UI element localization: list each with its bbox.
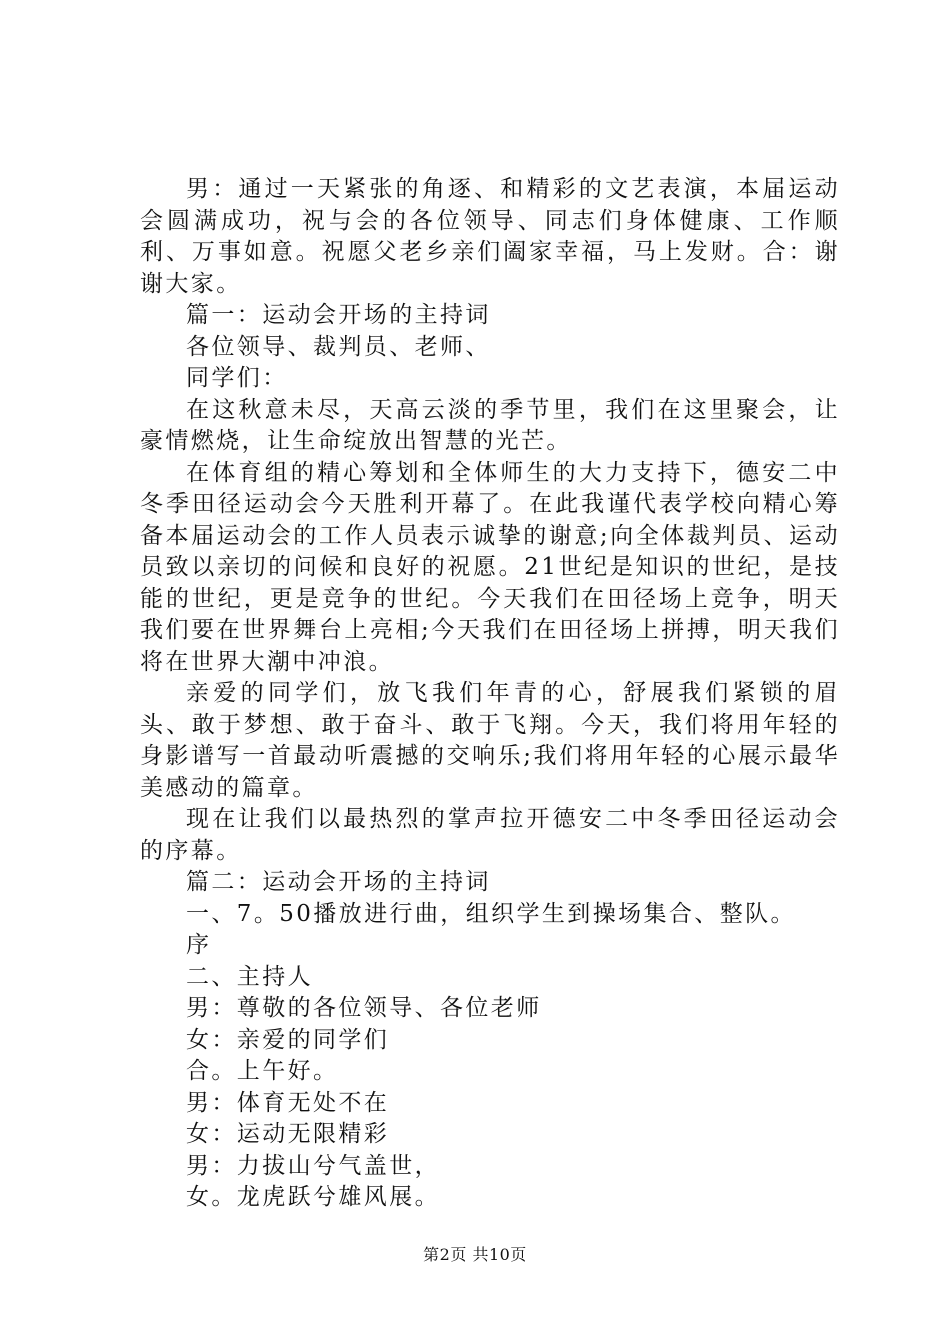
- page-number-footer: 第2页 共10页: [423, 1245, 527, 1264]
- dialogue-line: 男：尊敬的各位领导、各位老师: [186, 995, 542, 1021]
- section-heading: 篇二：运动会开场的主持词: [186, 869, 491, 895]
- dialogue-line: 女：运动无限精彩: [186, 1121, 390, 1147]
- document-body: [140, 174, 840, 1214]
- dialogue-line: 女：亲爱的同学们: [186, 1026, 390, 1053]
- dialogue-line: 男：力拔山兮气盖世，: [186, 1152, 440, 1179]
- paragraph: 各位领导、裁判员、老师、: [186, 333, 491, 360]
- dialogue-line: 合。上午好。: [186, 1058, 339, 1084]
- paragraph: 一、7。50播放进行曲，组织学生到操场集合、整队。: [186, 900, 796, 927]
- dialogue-line: 女。龙虎跃兮雄风展。: [186, 1184, 440, 1210]
- paragraph: 同学们：: [186, 365, 288, 391]
- paragraph: 序: [186, 932, 212, 958]
- paragraph: 现在让我们以最热烈的掌声拉开德安二中冬季田径运动会的序幕。: [140, 806, 840, 864]
- section-heading: 篇一：运动会开场的主持词: [186, 302, 491, 328]
- paragraph: 在这秋意未尽，天高云淡的季节里，我们在这里聚会，让豪情燃烧，让生命绽放出智慧的光芒。: [140, 396, 840, 454]
- paragraph: 男：通过一天紧张的角逐、和精彩的文艺表演，本届运动会圆满成功，祝与会的各位领导、同志们身体健康、工作顺利、万事如意。祝愿父老乡亲们阖家幸福，马上发财。合：谢谢大家。: [140, 176, 840, 297]
- paragraph: 在体育组的精心筹划和全体师生的大力支持下，德安二中冬季田径运动会今天胜利开幕了。在此我谨代表学校向精心筹备本届运动会的工作人员表示诚挚的谢意;向全体裁判员、运动员致以亲切的问候和良好的祝愿。21世纪是知识的世纪，是技能的世纪，更是竞争的世纪。今天我们在田径场上竞争，明天我们要在世界舞台上亮相;今天我们在田径场上拼搏，明天我们将在世界大潮中冲浪。: [140, 459, 840, 675]
- paragraph: 亲爱的同学们，放飞我们年青的心，舒展我们紧锁的眉头、敢于梦想、敢于奋斗、敢于飞翔。今天，我们将用年轻的身影谱写一首最动听震撼的交响乐;我们将用年轻的心展示最华美感动的篇章。: [140, 680, 840, 801]
- dialogue-line: 男：体育无处不在: [186, 1089, 390, 1116]
- paragraph: 二、主持人: [186, 963, 313, 990]
